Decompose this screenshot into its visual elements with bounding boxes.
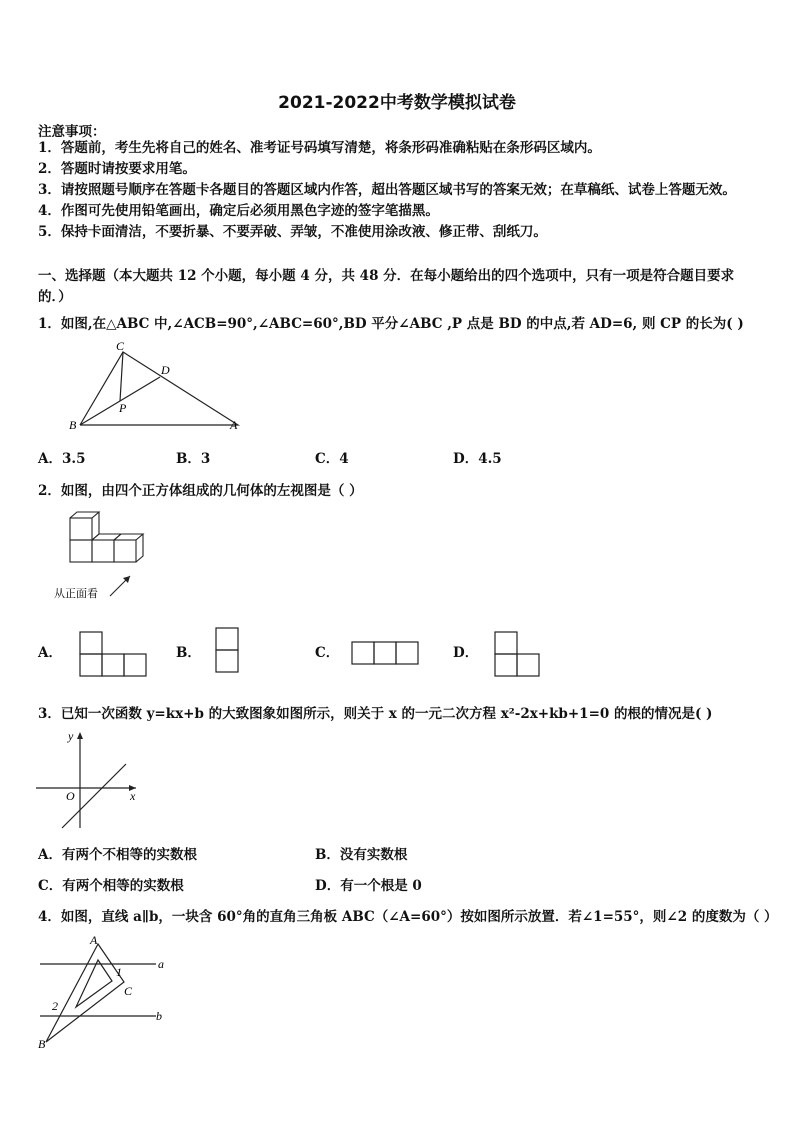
triangle-inner: [76, 960, 112, 1007]
question-1-figure: [60, 338, 250, 438]
option-c-figure: [350, 640, 422, 666]
label-x: x: [130, 789, 136, 803]
label-line-a: a: [158, 957, 164, 971]
label-angle-2: 2: [52, 999, 58, 1013]
label-b-vertex: B: [38, 1037, 46, 1051]
view-caption: 从正面看: [54, 587, 98, 600]
note-item: 3．请按照题号顺序在答题卡各题目的答题区域内作答，超出答题区域书写的答案无效；在草稿纸、试卷上答题无效。: [38, 182, 736, 198]
label-c: C: [116, 339, 125, 353]
question-2-figure: [54, 510, 170, 600]
question-4-stem: 4．如图，直线 a∥b，一块含 60°角的直角三角板 ABC（∠A=60°）按如图所示放置．若∠1=55°，则∠2 的度数为（ ）: [38, 909, 778, 925]
note-item: 1．答题前，考生先将自己的姓名、准考证号码填写清楚，将条形码准确粘贴在条形码区域内。: [38, 140, 601, 156]
question-1-stem: 1．如图,在△ABC 中,∠ACB=90°,∠ABC=60°,BD 平分∠ABC ,P 点是 BD 的中点,若 AD=6, 则 CP 的长为( ): [38, 316, 744, 332]
question-3-option-b[interactable]: B．没有实数根: [315, 847, 408, 863]
y-axis-arrow: [77, 732, 83, 739]
question-1-option-b[interactable]: B．3: [176, 451, 211, 467]
note-item: 2．答题时请按要求用笔。: [38, 161, 196, 177]
question-4-figure: [36, 930, 176, 1052]
question-3-option-d[interactable]: D．有一个根是 0: [315, 878, 422, 894]
question-1-option-a[interactable]: A．3.5: [38, 451, 86, 467]
option-d-figure: [493, 630, 543, 678]
triangle-outer: [46, 944, 124, 1042]
notes-list: [38, 138, 736, 243]
label-origin: O: [66, 789, 75, 803]
question-3-option-c[interactable]: C．有两个相等的实数根: [38, 878, 184, 894]
label-b: B: [69, 418, 77, 432]
question-3-stem: 3．已知一次函数 y=kx+b 的大致图象如图所示，则关于 x 的一元二次方程 x²-2x+kb+1=0 的根的情况是( ): [38, 706, 713, 722]
note-item: 4．作图可先使用铅笔画出，确定后必须用黑色字迹的签字笔描黑。: [38, 203, 439, 219]
option-b-figure: [214, 626, 240, 674]
label-angle-1: 1: [116, 965, 122, 979]
question-2-option-b[interactable]: B．: [176, 645, 201, 661]
label-line-b: b: [156, 1009, 162, 1023]
question-2-option-c[interactable]: C．: [315, 645, 340, 661]
label-d: D: [161, 363, 170, 377]
question-3-option-a[interactable]: A．有两个不相等的实数根: [38, 847, 197, 863]
question-2-stem: 2．如图，由四个正方体组成的几何体的左视图是（ ）: [38, 483, 363, 499]
section-heading-line2: 的．）: [38, 289, 72, 305]
triangle-abc: [80, 352, 238, 425]
section-heading-line1: 一、选择题（本大题共 12 个小题，每小题 4 分，共 48 分．在每小题给出的四个选项中，只有一项是符合题目要求: [38, 268, 735, 284]
question-1-option-d[interactable]: D．4.5: [453, 451, 502, 467]
stacked-cubes: [70, 512, 143, 562]
option-a-figure: [78, 630, 150, 678]
question-2-option-d[interactable]: D．: [453, 645, 479, 661]
label-p: P: [119, 401, 127, 415]
page-title: 2021-2022中考数学模拟试卷: [278, 93, 516, 113]
note-item: 5．保持卡面清洁，不要折暴、不要弄破、弄皱，不准使用涂改液、修正带、刮纸刀。: [38, 224, 547, 240]
label-c-vertex: C: [124, 984, 133, 998]
label-y: y: [68, 729, 74, 743]
question-1-option-c[interactable]: C．4: [315, 451, 349, 467]
question-3-figure: [36, 728, 146, 832]
segment-cp: [120, 352, 123, 401]
label-a: A: [230, 418, 238, 432]
question-2-option-a[interactable]: A．: [38, 645, 62, 661]
notes-heading: 注意事项：: [38, 124, 106, 140]
label-a-vertex: A: [90, 933, 98, 947]
